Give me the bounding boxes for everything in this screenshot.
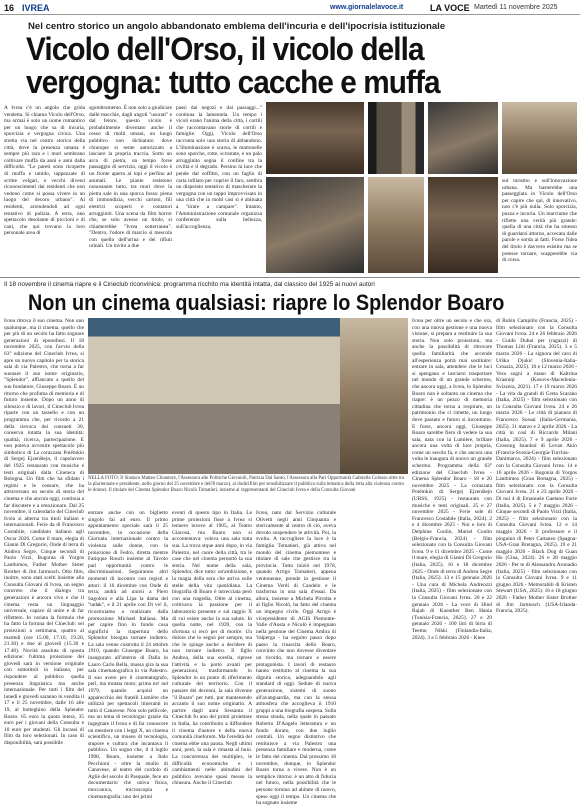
article2-column-4: Ivrea, nato dal Servizio culturale Olivetti negli anni Cinquanta e storicamente al centro di ciò, aveva dovuto sospendere le attività. Poi, la svolta. A raccogliere la luce è la famiglia Tomatieri, già attiva nel mondo del cinema piemontese e titolare di sale che gestisce tra la provincia. Tutto iniziò nel 1978, quando Arrigo Tomatieri, appena ventunenne, prende in gestione il Cinema Verdi di Candelo e le trasforma in una sala d'essai. Da allora, insieme a Michela Pirrotta e al figlio Nicolò, ha fatto del cinema un impegno civile. Oggi Arrigo è vicepresidente di AGIS Piemonte-Valle d'Aosta e Nicolò è impegnato nella gestione del Cinema Ambra di Valperga - ha seguito passo dopo passo la rinascita dello Boaro, convinto che non dovesse diventare un ricordo, ma tornare a essere protagonista. I lavori di restauro hanno restituito al cinema la sua dignità storica, adeguandolo agli standard di oggi. Sedute di nuova generazione, sistemi di suono all'avanguardia, ma con la stessa atmosfera che accoglieva il 1910 gruppi a una biografia sospesa. Sulla stessa strada, nella quale in passato Roberto D'Angelo letteratura e un fondo dorato, con due luglio centrali. Un segno distintivo che restituisce a via Palestro una presenza familiare e moderna, come le fatto del cinema. Dal prossimo 18 novembre, dunque, lo Splendor Boaro torna a vivere. Non è un semplice ritorno: è un atto di fiducia nel futuro, nella possibilità che le persone tornino ad abitare di nuovo, spese oggi il tempo. Un cinema che ha sognato insieme	[256, 510, 336, 807]
article1-kicker: Nel centro storico un angolo abbandonato emblema dell'incuria e dell'ipocrisia istituzionale	[28, 21, 446, 32]
website-link[interactable]: www.giornalelavoce.it	[330, 4, 404, 11]
article2-headline: Non un cinema qualsiasi: riapre lo Splendor Boaro	[28, 290, 505, 315]
photo-vicolo-ceiling	[266, 102, 364, 174]
article1-headline-line2: vergogna: tutto cacche e muffa	[26, 64, 440, 100]
photo-caption: NELLA FOTO: Il Sindaco Matteo Chiantore, l'Assessora alle Politiche Giovanili, Patrizia Dal Santo, l'Assessora alla Pari Opportunità Gabriella Colosso oltre tra la pluriennale e presidente, nello giorno del 25 novembre e dell'8 marzo), ai dodicifilm per sensibilizzare il pubblico sulla tematica della lotta alla violenza contro le donne). Il titolare del Cinema Splendor Boaro Nicolò Tomatieri, insieme ai rappresentanti del Cineclub Ivrea e della Consulta Giovani	[88, 476, 405, 493]
article1-column-3: passi dai negozi e dai passaggi..." continua la lamentela. Un tempo i vicoli erano l'anima della città, i cortili che raccontavano storie di cortili e famiglie. Oggi, Vicolo dell'Orso racconta solo una storia di abbandono. L'illuminazione è scarsa, le mattonelle sono sporche, rotte, scrostate, e un palo arrugginito segna il confine tra la civiltà e il degrado. Persino la luce che pende dal soffitto, con un faglio di carta infilato per coprire il faro, sembra un disperato tentativo di mascherare la vergogna con un tappo improvvisato in una città che in molti casi si è abituata a "tirare a campare". Intanto, l'Amministrazione comunale organizza conferenze sulla bellezza, sull'accoglienza,	[176, 105, 262, 230]
photo-cinema-hall	[340, 318, 408, 474]
photo-vicolo-stairs	[368, 177, 424, 273]
photo-vicolo-ground	[428, 177, 498, 273]
article1-headline-line1: Vicolo dell'Orso, il vicolo della	[26, 31, 424, 67]
page-number: 16	[4, 3, 15, 13]
section-name: IVREA	[22, 3, 50, 13]
photo-vicolo-alley	[368, 102, 424, 174]
photo-vicolo-door	[266, 177, 364, 273]
photo-vicolo-arch	[428, 102, 498, 174]
article1-column-2: sgombramento. È non solo a giudicare dalle macchie, dagli angoli "usurati" e dal fetore, questo vicolo è probabilmente diventato anche il cesso di molti umani, un luogo pubblico non dichiarato dove chiunque si sente autorizzato a lasciare la propria traccia. Sotto un arco di pietra, un tempo forse passaggio di servizio, oggi il vicolo è un fronte aperto ai topi e perfino ad animali. Le piante resistono nonostante tutto, tra muri dove la pietra sale in una sporca fossa: piena di immondizia, vecchi cartoni, fili elettrici scoperti e contatori arrugginiti. Una scena da film horror che, se solo avesse un titolo, si chiamerebbe "Ivrea sotterranea". "Dentro, l'odore di marcio si mescola con quello dell'urina e dei rifiuti urinali. Un invito a due	[89, 105, 172, 250]
issue-date: Martedì 11 novembre 2025	[474, 4, 558, 11]
page-header	[0, 0, 580, 15]
article2-column-6: di Robin Campillo (Francia, 2025) - film selezionato con la Consulta Giovani Ivrea. 24 e 26 febbraio 2026 - Guido Dubai per (ragazzi) di Thomas Lilti (Francia, 2025). 3 e 5 marzo 2026 - La signora del caro di Urška Djukić (Slovenia-Italia-Croazia, 2025). 10 e 12 marzo 2026 - Vera sogni a mano di Kaltrina Krasniqi (Kosovo-Macedonia-Svizzera, 2021). 17 e 19 marzo 2026 - La vita da grandi di Greta Scarano (Italia, 2025) - film selezionato con la Consulta Giovani Ivrea. 24 e 26 marzo 2026 - Le città di pianura di Francesco Sossai (Italia-Germania, 2025). 31 marzo e 2 aprile 2026 - La città in così di Riccardo Milani (Italia, 2025). 7 e 9 aprile 2026 - Crossing Istanbul di Levan Akin (Francia-Svezia-Georgia-Turchia-Danimarca, 2024) - film selezionato con la Consulta Giovani Ivrea. 14 e 16 aprile 2026 - Bugonia di Yorgos Lanthimos (Gran Bretagna, 2025) - film selezionato con la Consulta Giovani Ivrea. 21 e 23 aprile 2026 - Di noi 4 di Emanuele Gaetano Forte (Italia, 2025). 5 e 7 maggio 2026 - Cinque secondi di Paolo Virzì (Italia, 2025) - film selezionato con la Consulta Giovani Ivrea. 12 e 14 maggio 2026 - Il professore e il pinguino di Peter Cattaneo (Spagna-USA-Gran Bretagna, 2025). 19 e 21 maggio 2026 - Black Dog di Guan Hu (Cina, 2024). 26 e 28 maggio 2026 - Per te di Alessandro Aronadio (Italia, 2025) - film selezionato con la Consulta Giovani Ivrea. 9 e 11 giugno 2026 - Memorabili di Kristen Stewart (USA, 2025). 16 e 18 giugno 2026 - Father Mother Sister Brother di Jim Jarmusch (USA-Irlanda-Francia, 2025).	[496, 318, 577, 615]
article2-kicker: Il 18 novembre il cinema riapre e il Cineclub riconvinica: programma ricchito ma identità intatta, dal classico del 1925 ai nuovi autori	[4, 281, 375, 288]
article1-column-4: sul turismo e sull'innovazione urbana. Ma basterebbe una passeggiata in Vicolo dell'Orso per capire che qui, di innovativo, non c'è più nulla. Solo sporcizia, puzza e incuria. Un marciume che riflette una verità più grande: quella di una città che ha smesso di guardarsi attorno, accecata dalle parole e sorda ai fatti. Forse l'idea del titolo è davvero esistito ma se potesse tornare, scapperebbe via di corsa.	[502, 178, 577, 264]
brand-name: LA VOCE	[430, 3, 470, 13]
article1-column-1: A Ivrea c'è un angolo che grida vendetta. Si chiama Vicolo dell'Orso, ma ormai è solo un nome romantico per un luogo che sa di incuria, sporcizia e vergogna civica. Una stretta via nel centro storico della città, dove la presenza umana è sempre più rara e i muri sembrano coltivare muffa da anni e anni dalla difficoltà. "Le pareti sono ricoperte di muffa e umido, tappezzate di scritte volgari, e vecchi diversi riconoscimenti dai residenti che non vedono come si possa vivere in un luogo del decoro urbano". Ai residenti, arrendendoli ad ogni tentativo di pulizia. A terra, uno spettacolo desolante di piccioni e di cani, che qui trovano la loro personale area di	[4, 105, 85, 237]
article2-column-3: eventi di questo tipo in Italia. Le prime proiezioni fisse a Ivrea si tennero invece al 1905, al Teatro Giacosa, ma Boaro non si accontentava: voleva una sala tutta sua. La trova stque anni dopo, in via Palestro, nel cuore della città, tra le case che nel cinema pernottò la sua storia. Nel nome della sala, Splendor, dice tutto: un'ambizione, e la magia della sera che arriva sulle stelle della vita quotidiana. La biografia di Boaro è intrecciata però con una tragedia. Oltre al cinema, coltivava la passione per il laboratorio presente e sul raggio X di cui esiste anche la sua salute. In quella notte, nel 1939, con la sfortuna si recò per di morire. Un dolore che lo segnò per sempre, ma che lo spinge anche a decidere di non tornare indietro. Il figlio Andrea, della sua sorella, riprese l'attività e la portò avanti per generazioni, trasformando lo Splendor in un punto di riferimento culturale del territorio. Con il passare dei decenni, la sala divenne "il Boaro" per tutti, pur mantenendo accanto il suo nome originario. A partire dagli anni Sessanta il Cineclub fu uno dei primi proiettare in Italia, ha contribuito a diffondere il cinema d'autore e della nuova comunità cineforum. Ma l'eredità del cinema ebbe una pausa. Negli ultimi anni, però, la sala è rimasta al buio. La concorrenza dei multiplex, le difficoltà economiche e i cambiamenti nelle abitudini del pubblico avevano quasi messo la chiusura. Anche il Cineclub	[172, 510, 252, 787]
photo-vicolo-wall	[502, 102, 577, 174]
article2-column-1: Ivrea ritrova il suo cinema. Non uno qualunque, ma il cinema, quello che per più di un secolo ha fatto sognare generazioni di eporediesi. Il 18 novembre 2025, con l'avvio della 63° edizione del Cineclub Ivrea, si apre un nuovo capitolo per la storica sala di via Palestro, che torna a far suonare il suo nome originario, "Splendor", affiancato a quello del suo fondatore, Giuseppe Boaro. È un ritorno che profuma di memoria e di futuro insieme. Dopo un anno di silenzio e di lavori, il Cineclub Ivrea riparte con un tassello e con un programma che, per ricordo a 21 della rievoca dei consueti 30, conserva intatta la sua identità: qualità, ricerca, partecipazione. E non poteva avvenire spettacolo più simbolico di La corazzata Potëmkin di Sergej Ejzenštejn, il capolavoro del 1925 restaurato con musiche e testi originali dalla Cineteca di Bologna. Un film che ha sfidato i regimi e le censure, che ha attraversato un secolo di storia del cinema e che ancora oggi, continua a far discutere e a emozionare. Dal 25 novembre, il calendario del Cineclub Ivrea si alterna tra titoli italiani e internazionali. Ferie da di Francesco Costabile, candidato italiano agli Oscar 2026. Come il mare, elegia di Gianni Di Gregorio, Onde di terra di Andrea Segre, Cinque secondi di Paolo Virzì, Bugonia di Yorgos Lanthimos, Father Mother Sister Brother di Jim Jarmusch. Otto film, inoltre, sono stati scelti insieme alla Consulta Giovani di Ivrea, un segno concreto che il dialogo tra generazioni è ancora vivo e che il cinema resta un linguaggio universale, capace di unire e di far riflettere. In variata la formula che ha fatto la fortuna del Cineclub: sei proiezioni a settimana, quattro al martedì (ore 15.00, 17.10, 19.20, 21.30) e due al giovedì (15.30 e 17.40). Novità assoluta di questa edizione: l'ultima proiezione dei giovedì sarà in versione originale con sottotitoli in italiano, per rispondere al pubblico quella presenza linguistica ma anche internazionale. Per tutti i film del lunedì e giovedì saranno in vendita il 17 e il 25 novembre, dalle 16 alle 19, al botteghino della Splendor Boaro. 65 euro la quota intera, 35 euro per i giovani della Consulta e 10 euro per studenti. Gli incassi di film da loro selezionati. In caso di disponibilità, sarà possibile	[4, 318, 84, 746]
article2-column-2: entrare anche con un biglietto singolo fai ad euro. Il primo appuntamento speciale sarà il 25 novembre, in occasione della Giornata internazionale contro la violenza sulle donne, con la proiezione di Fedro, diretta mentre Fatiqque Rouch insieme al Tavolo pari opportunità contro le discriminazioni. Seguiranno altri momenti di incontro con registi e attori: il 16 dicembre con Onde di terra, andrà ad unirsi a Piero Sagoloni e alla Lipa la dama del "tadak", e il 21 aprile con Di ve! il, ricostruiamo a realizzato dalla promozione Michael Italiana. Ma per capire fino in fondo cosa significhi la riapertura dello Splendor bisogna tornare indietro. La sala venne costruita il 24 ottobre 1910, quando Giuseppe Boaro, ha inaugurato all'interno di Dalla in Lauro Carlo Bella, mussa gira la sua sala cinematografica in via Palestro. Il suo avere per il cinematografo, perì, ma mutata moto; prima ne! nel 1979, quando acquisì un apparecchio dei fratelli Lumière che utilizzò per spettacoli itineranti in tutto il Canavese. Non solo pellicole, ma un tema di tecnologia: grazie da ingegnare il Ivrea e di far conoscere un mestiere con i leggi X, un cinema scientifico, un museo di tecnologia, stupore e cultura che incantava il pubblico. Un sogno che, il 4 luglio 1998, Boaro, insieme a Italo Pecchioni - oltre la studio di Canavese, al teatro del cordolo di Agliè del secolo di Pasquale, fece un documentario che univa fisica, meccanica, microscopia e cinematografia: uno dei primi	[88, 510, 168, 800]
article2-column-5: Ivrea per oltre un secolo e che ora, con una nuova gestione e una nuova visione, si prepara a restituire la sua storia. Non solo proiezioni, ma anche la possibilità di ritrovare quella familiarità che accende all'esperienza potrà mai sostituire: entrare in sala, attendere che le luci si spengano e lasciarsi trasportare nel mondo di un grande schermo, che ancora oggi, a Ivrea, lo Splendor Boaro non è soltanto un cinema che riapre: è un pezzo di memoria cittadina che torna a respirare, un patrimonio che ci rimette, un luogo dove passato e futuro si incontrano. E forse, ancora oggi, Giuseppe Boaro sarebbe fiero di vedere la sua sala, nata con la Lumière, brillare ancora una volta di luce propria, come un secolo fa, e che ancora una volta le inaugura di nuovo un grande schermo. Programma della 63° edizione del Cineclub Ivrea - Cinema Splendor Boaro - 18 e 20 novembre 2025 - La corazzata Potëmkin di Sergej Ejzenštejn (URSS, 1925) - restaurato con musiche e testi originali. 25 e 27 novembre 2025 - Ferie sole di Francesco Costabile (Italia, 2024). 2 e 4 dicembre 2025 - Noi e loro di Delphine Coulin, Muriel Coulin (Belgio-Francia, 2024) - film selezionato con la Consulta Giovani Ivrea. 9 e 11 dicembre 2025 - Come il mare, elegia di Gianni Di Gregorio (Italia, 2025). 16 e 18 dicembre 2025 - Onde di terra di Andrea Segre (Italia, 2025). 13 e 15 gennaio 2026 - Una cura di Michela Andreozzi (Italia, 2025) - film selezionato con la Consulta Giovani Ivrea. 20 e 22 gennaio 2026 - La voce di Hind Rajab di Kaouther Ben Hania (Tunisia-Francia, 2025). 27 e 29 gennaio 2026 - 100 litri di birra di Teemu Nikki (Finlandia-Italia, 2024). 3 e 5 febbraio 2026 - Knee	[412, 318, 492, 641]
section-divider	[0, 277, 580, 278]
